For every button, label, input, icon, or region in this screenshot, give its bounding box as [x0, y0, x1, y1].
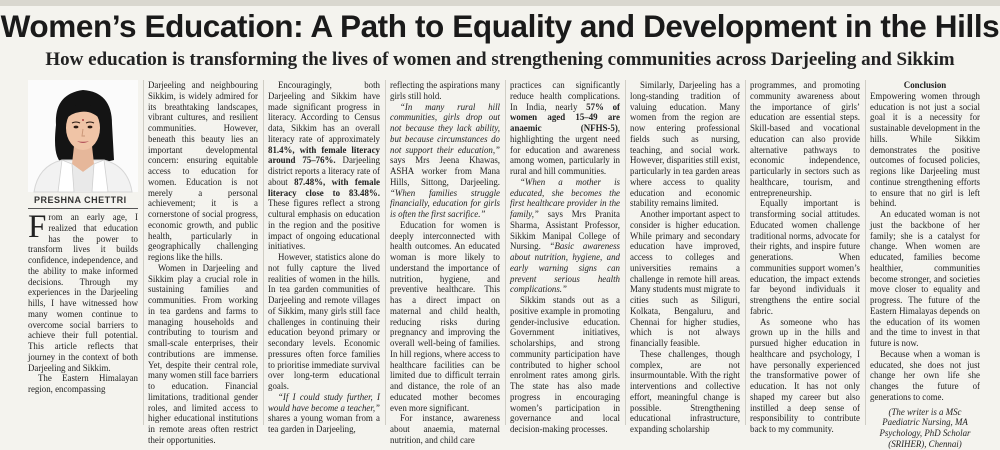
article-headline: Women’s Education: A Path to Equality and Development in the Hills [0, 8, 1000, 44]
column-7-paragraph-2: Equally important is transforming social attitudes. Educated women challenge traditional norms, advocate for their rights, and inspire future generations. When communities support women’s education, the impact extends far beyond individuals it strengthens the entire social fabric. [750, 198, 860, 316]
column-divider [865, 80, 866, 425]
column-3-paragraph-3: “If I could study further, I would have become a teacher,” shares a young woman from a tea garden in Darjeeling, [268, 391, 380, 434]
column-5-paragraph-3: Sikkim stands out as a positive example in promoting gender-inclusive education. Government initiatives, scholarships, and strong community participation have contributed to higher school enrolment rates among girls. The state has also made progress in encouraging women’s participation in governance and local decision-making processes. [510, 295, 620, 434]
column-divider [745, 80, 746, 425]
article-column-1 [28, 209, 138, 427]
column-4-paragraph-3: Education for women is deeply interconnected with health outcomes. An educated woman is more likely to understand the importance of nutrition, hygiene, and preventive healthcare. This has a direct impact on maternal and child health, reducing risks during pregnancy and improving the overall well-being of families. In hill regions, where access to healthcare facilities can be limited due to difficult terrain and distance, the role of an educated mother becomes even more significant. [390, 219, 500, 413]
column-3-paragraph-1: Encouragingly, both Darjeeling and Sikkim have made significant progress in literacy. According to Census data, Sikkim has an overall literacy rate of approximately 81.4%, with female literacy around 75–76%. Darjeeling district reports a literacy rate of about 87.48%, with female literacy close to 83.48%. These figures reflect a strong cultural emphasis on education in the region and the positive impact of ongoing educational initiatives. [268, 80, 380, 252]
column-1-paragraph-1: From an early age, I realized that education has the power to transform lives it builds confidence, independence, and the ability to make informed decisions. Through my experiences in the Darjeeling hills, I have witnessed how many women continue to overcome social barriers to achieve their full potential. This article reflects that journey in the context of both Darjeeling and Sikkim. [28, 209, 138, 373]
column-6-paragraph-1: Similarly, Darjeeling has a long-standing tradition of valuing education. Many women from the region are now entering professional fields such as nursing, teaching, and social work. However, disparities still exist, particularly in tea garden areas where access to quality education and economic stability remains limited. [630, 80, 740, 209]
column-4-paragraph-4: For instance, awareness about anaemia, maternal nutrition, and child care [390, 413, 500, 445]
author-byline: PRESHNA CHETTRI [34, 195, 127, 205]
column-7-paragraph-1: programmes, and promoting community awareness about the importance of girls’ education are essential steps. Skill-based and vocational education can also provide alternative pathways to economic independence, particularly in sectors such as healthcare, tourism, and entrepreneurship. [750, 80, 860, 198]
column-5-paragraph-2: “When a mother is educated, she becomes the first healthcare provider in the family,” says Mrs Pranita Sharma, Assistant Professor, Sikkim Manipal College of Nursing. “Basic awareness about nutrition, hygiene, and early warning signs can prevent serious health complications.” [510, 176, 620, 295]
column-8-paragraph-1: Empowering women through education is not just a social goal it is a necessity for sustainable development in the hills. While Sikkim demonstrates the positive outcomes of focused policies, regions like Darjeeling must continue strengthening efforts to ensure that no girl is left behind. [870, 90, 980, 209]
conclusion-heading: Conclusion [903, 80, 947, 90]
article-column-7 [750, 80, 860, 434]
article-column-2 [148, 80, 258, 445]
column-divider [385, 80, 386, 425]
article-column-6 [630, 80, 740, 434]
column-4-paragraph-1: reflecting the aspirations many girls still hold. [390, 80, 500, 101]
column-2-paragraph-1: Darjeeling and neighbouring Sikkim, is widely admired for its breathtaking landscapes, vibrant cultures, and resilient communities. However, beneath this beauty lies an important developmental concern: ensuring equitable access to education for women. Education is not merely a personal achievement; it is a cornerstone of social progress, economic growth, and public health, particularly in geographically challenging regions like the hills. [148, 80, 258, 262]
article-column-5 [510, 80, 620, 434]
column-divider [505, 80, 506, 425]
column-4-paragraph-2: “In many rural hill communities, girls drop out not because they lack ability, but because circumstances do not support their education,” says Mrs Jeena Khawas, ASHA worker from Mana Hills, Sittong, Darjeeling. “When families struggle financially, education for girls is often the first sacrifice.” [390, 101, 500, 219]
column-divider [143, 80, 144, 425]
writer-credit: (The writer is a MSc Paediatric Nursing, MA Psychology, PhD Scholar (SRIHER), Chennai) [879, 406, 971, 449]
article-column-4 [390, 80, 500, 445]
column-5-paragraph-1: practices can significantly reduce health complications. In India, nearly 57% of women aged 15–49 are anaemic (NFHS-5), highlighting the urgent need for education and awareness among women, particularly in rural and hill communities. [510, 80, 620, 176]
column-8-paragraph-2: An educated woman is not just the backbone of her family; she is a catalyst for change. When women are educated, families become healthier, communities become stronger, and societies move closer to equality and progress. The future of the Eastern Himalayas depends on the education of its women and the time to invest in that future is now. [870, 209, 980, 348]
column-6-paragraph-3: These challenges, though complex, are not insurmountable. With the right interventions and collective effort, meaningful change is possible. Strengthening educational infrastructure, expanding scholarship [630, 348, 740, 434]
column-divider [625, 80, 626, 425]
article-column-3 [268, 80, 380, 434]
article-column-8 [870, 80, 980, 449]
author-photo [28, 80, 138, 192]
column-2-paragraph-2: Women in Darjeeling and Sikkim play a crucial role in sustaining families and communities. From working in tea gardens and farms to managing households and contributing to tourism and small-scale enterprises, their contributions are immense. Yet, despite their central role, many women still face barriers to education. Financial limitations, traditional gender roles, and limited access to higher educational institutions in remote areas often restrict their opportunities. [148, 262, 258, 445]
article-subheadline: How education is transforming the lives of women and strengthening communities across Darjeeling and Sikkim [45, 49, 955, 70]
column-8-paragraph-3: Because when a woman is educated, she does not just change her own life she changes the future of generations to come. [870, 348, 980, 402]
column-7-paragraph-3: As someone who has grown up in the hills and pursued higher education in healthcare and psychology, I have personally experienced the transformative power of education. It has not only shaped my career but also instilled a deep sense of responsibility to contribute back to my community. [750, 316, 860, 434]
column-6-paragraph-2: Another important aspect to consider is higher education. While primary and secondary education have improved, access to colleges and universities remains a challenge in remote hill areas. Many students must migrate to cities such as Siliguri, Kolkata, Bengaluru, and Chennai for higher studies, which is not always financially feasible. [630, 209, 740, 348]
author-portrait-image [28, 80, 138, 192]
drop-cap: F [28, 209, 47, 245]
column-3-paragraph-2: However, statistics alone do not fully capture the lived realities of women in the hills. In tea garden communities of Darjeeling and remote villages of Sikkim, many girls still face challenges in continuing their education beyond primary or secondary levels. Economic pressures often force families to prioritise immediate survival over long-term educational goals. [268, 252, 380, 391]
column-1-paragraph-2: The Eastern Himalayan region, encompassing [28, 373, 138, 394]
column-divider [263, 80, 264, 425]
